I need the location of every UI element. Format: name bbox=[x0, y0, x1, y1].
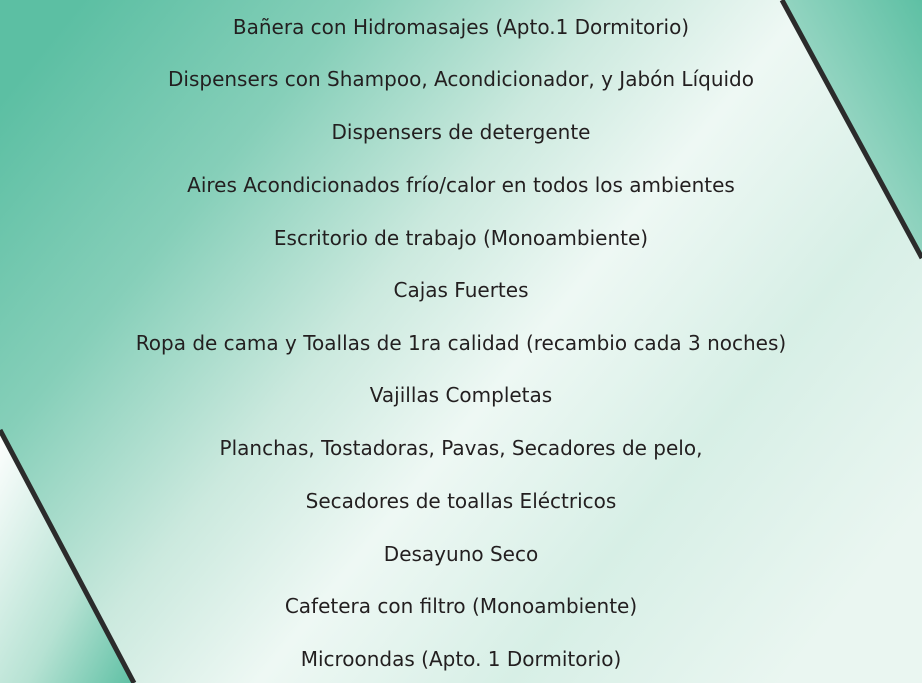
amenity-item: Desayuno Seco bbox=[383, 542, 539, 566]
amenity-item: Cafetera con filtro (Monoambiente) bbox=[284, 594, 638, 618]
amenity-item: Dispensers de detergente bbox=[331, 120, 591, 144]
amenity-item: Escritorio de trabajo (Monoambiente) bbox=[273, 226, 649, 250]
amenity-item: Planchas, Tostadoras, Pavas, Secadores de pelo, bbox=[219, 436, 703, 460]
amenity-item: Secadores de toallas Eléctricos bbox=[305, 489, 617, 513]
amenity-item: Vajillas Completas bbox=[369, 383, 553, 407]
amenity-item: Dispensers con Shampoo, Acondicionador, y Jabón Líquido bbox=[168, 67, 754, 91]
amenity-item: Cajas Fuertes bbox=[393, 278, 529, 302]
amenity-item: Aires Acondicionados frío/calor en todos los ambientes bbox=[187, 173, 735, 197]
amenity-item: Ropa de cama y Toallas de 1ra calidad (recambio cada 3 noches) bbox=[135, 331, 787, 355]
amenity-item: Microondas (Apto. 1 Dormitorio) bbox=[300, 647, 622, 671]
amenity-item: Bañera con Hidromasajes (Apto.1 Dormitorio) bbox=[232, 15, 690, 39]
